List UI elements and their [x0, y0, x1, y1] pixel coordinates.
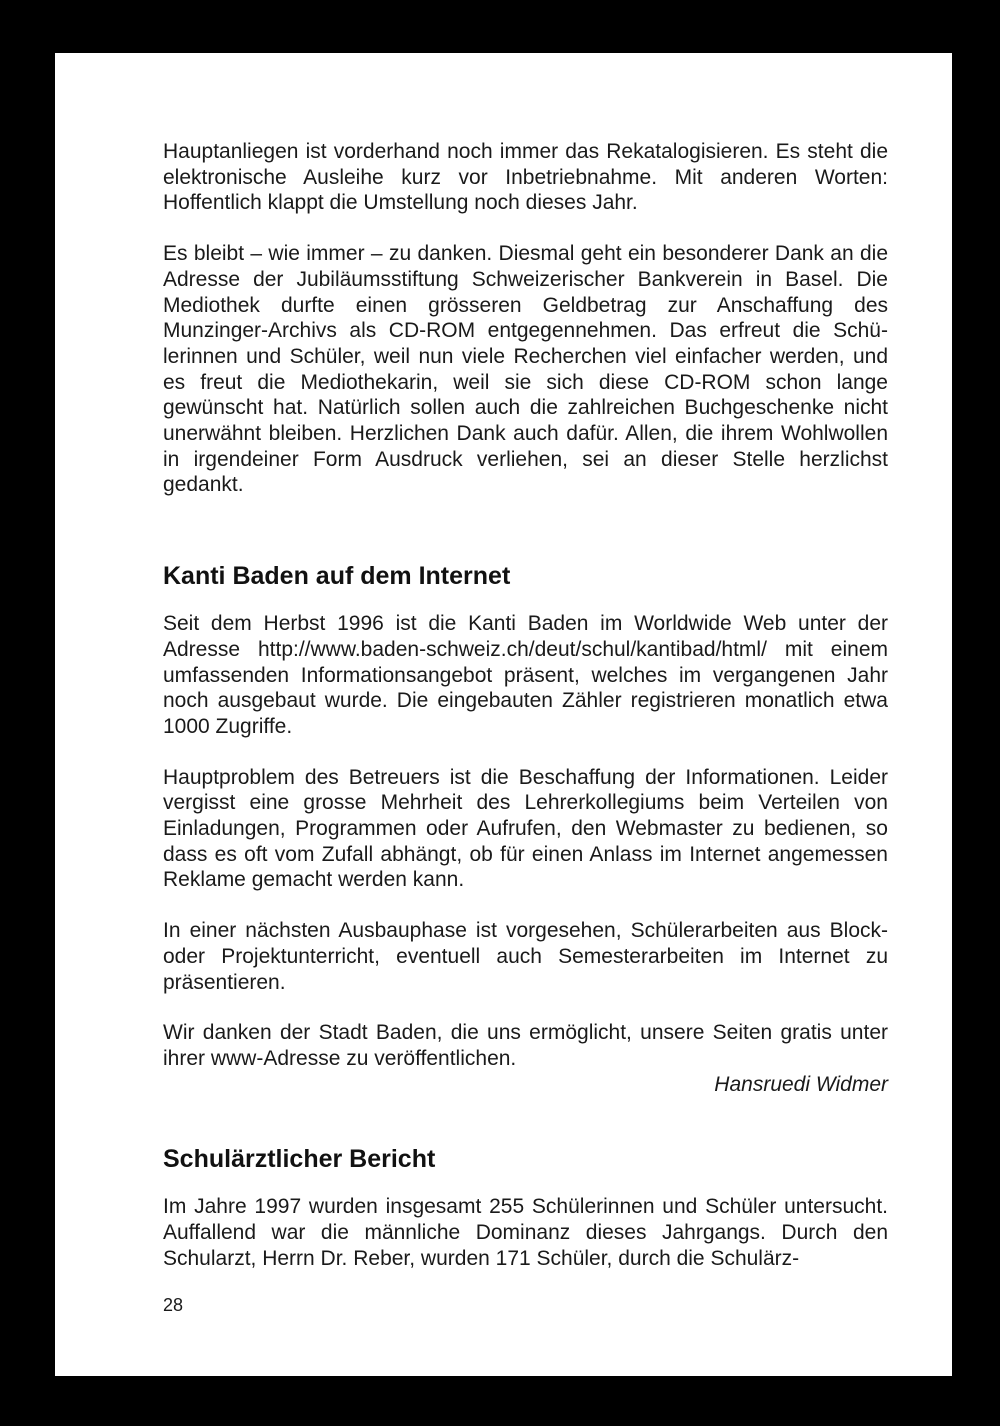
document-page: [55, 53, 952, 1376]
page-number: 28: [163, 1295, 184, 1315]
intro-paragraph-1: Hauptanliegen ist vorderhand noch immer das Rekatalogisieren. Es steht die elektronische Ausleihe kurz vor Inbetriebnahme. Mit anderen Worten: Hoffentlich klappt die Umstellung noch dieses Jahr.: [163, 140, 888, 215]
school-doctor-paragraph-1: Im Jahre 1997 wurden insgesamt 255 Schülerinnen und Schüler untersucht. Auffallend war die männliche Dominanz dieses Jahrgangs. Durch den Schularzt, Herrn Dr. Reber, wurden 171 Schüler, durch die Schulärz-: [163, 1195, 888, 1270]
section-heading-school-doctor: Schulärztlicher Bericht: [163, 1145, 436, 1174]
intro-paragraph-2: Es bleibt – wie immer – zu danken. Diesmal geht ein besonderer Dank an die Adresse der Jubiläumsstiftung Schweizerischer Bankverein in Basel. Die Mediothek durfte einen grösseren Geldbetrag zur Anschaffung des Munzinger-Archivs als CD-ROM entgegennehmen. Das erfreut die Schülerinnen und Schüler, weil nun viele Recherchen viel einfacher werden, und es freut die Mediothekarin, weil sie sich diese CD-ROM schon lange gewünscht hat. Natürlich sollen auch die zahlreichen Buchgeschenke nicht unerwähnt bleiben. Herzlichen Dank auch dafür. Allen, die ihrem Wohlwollen in irgendeiner Form Ausdruck verliehen, sei an dieser Stelle herzlichst gedankt.: [163, 242, 888, 497]
author-signature: Hansruedi Widmer: [714, 1072, 888, 1096]
internet-paragraph-2: Hauptproblem des Betreuers ist die Beschaffung der Informationen. Leider vergisst eine grosse Mehrheit des Lehrerkollegiums beim Verteilen von Einladungen, Programmen oder Aufrufen, den Webmaster zu bedienen, so dass es oft vom Zufall abhängt, ob für einen Anlass im Internet angemessen Reklame gemacht werden kann.: [163, 765, 888, 892]
internet-paragraph-1: Seit dem Herbst 1996 ist die Kanti Baden im Worldwide Web unter der Adresse http://www.baden-schweiz.ch/deut/schul/kantibad/html/ mit einem umfassenden Informationsangebot präsent, welches im vergangenen Jahr noch ausgebaut wurde. Die eingebauten Zähler registrieren monatlich etwa 1000 Zugriffe.: [163, 612, 888, 738]
section-heading-internet: Kanti Baden auf dem Internet: [163, 562, 511, 591]
page-content: [163, 139, 888, 1272]
internet-paragraph-3: In einer nächsten Ausbauphase ist vorgesehen, Schülerarbeiten aus Block- oder Projektunterricht, eventuell auch Semesterarbeiten im Internet zu präsentieren.: [163, 919, 888, 994]
internet-paragraph-4: Wir danken der Stadt Baden, die uns ermöglicht, unsere Seiten gratis unter ihrer www-Adresse zu veröffentlichen.: [163, 1021, 888, 1070]
